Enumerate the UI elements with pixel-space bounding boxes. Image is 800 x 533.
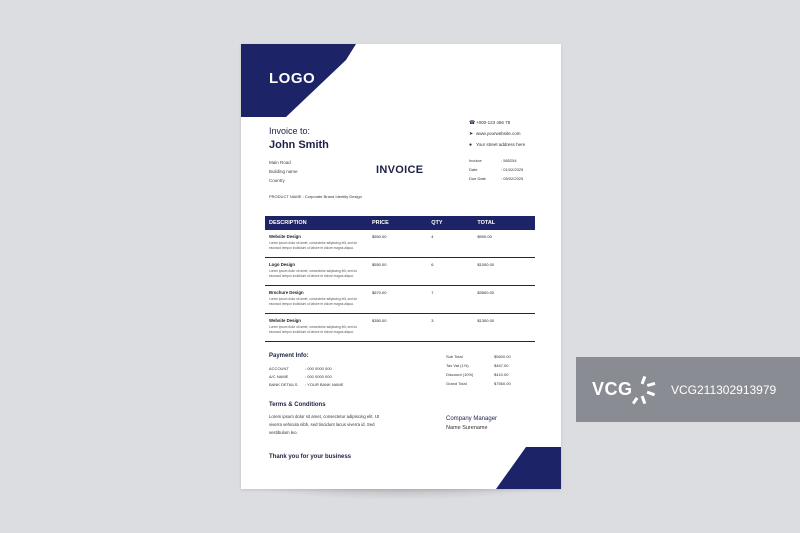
- totals-summary: [446, 354, 511, 390]
- item-total: $1000.00: [473, 258, 535, 286]
- item-qty: 4: [427, 230, 473, 258]
- payment-info-title: Payment Info:: [269, 353, 309, 359]
- invoice-to-label: Invoice to:: [269, 126, 311, 136]
- item-description: Lorem ipsum dolor sit amet, consectetur adipiscing elit, sed do eiusmod tempor incididunt ut labore et dolore magna aliqua.: [269, 241, 358, 250]
- payment-value: : YOUR BANK NAME: [305, 382, 344, 387]
- column-header-qty: QTY: [427, 216, 473, 230]
- total-value: $410.00: [494, 372, 509, 377]
- column-header-description: DESCRIPTION: [265, 216, 368, 230]
- payment-key: A/C NAME: [269, 374, 289, 379]
- signature-title: Company Manager: [446, 416, 498, 422]
- phone-icon: ☎: [469, 119, 476, 126]
- item-price: $550.00: [368, 230, 427, 258]
- client-name: John Smith: [269, 139, 329, 151]
- item-total: $900.00: [473, 230, 535, 258]
- invoice-meta: [469, 158, 523, 185]
- watermark-logo: VCG: [592, 379, 633, 399]
- total-value: $467.00: [494, 363, 509, 368]
- product-name: PRODUCT NAME : Corporate Brand Identity Design: [269, 194, 362, 199]
- payment-value: : 000 0000 000: [305, 366, 332, 371]
- item-price: $670.00: [368, 286, 427, 314]
- item-qty: 6: [427, 258, 473, 286]
- total-value: $7560.00: [494, 381, 511, 386]
- meta-value: : 01/02/2025: [501, 167, 524, 172]
- table-row: [265, 314, 535, 342]
- terms-text: Lorem ipsum dolor sit amet, consectetur adipiscing elit. Ut viverra vehicula nibh, sed tincidunt lacus viverra id. Sed vestibulum leo.: [269, 414, 380, 435]
- column-header-total: TOTAL: [473, 216, 535, 230]
- item-name: Website Design: [269, 234, 301, 239]
- location-pin-icon: ●: [469, 141, 473, 148]
- watermark-code: VCG21130291397​9: [671, 383, 777, 397]
- address-line: Main Road: [269, 160, 291, 165]
- meta-value: : 565254: [501, 158, 517, 163]
- signature-name: Name Surename: [446, 425, 488, 431]
- watermark-sunburst-icon: [628, 373, 656, 407]
- item-total: $1300.00: [473, 314, 535, 342]
- phone-text: +000-123 456 78: [476, 120, 511, 125]
- total-value: $5600.00: [494, 354, 511, 359]
- invoice-page: [241, 44, 561, 489]
- item-description: Lorem ipsum dolor sit amet, consectetur adipiscing elit, sed do eiusmod tempor incididunt ut labore et dolore magna aliqua.: [269, 269, 358, 278]
- table-row: [265, 258, 535, 286]
- contact-info: [469, 117, 525, 150]
- item-description: Lorem ipsum dolor sit amet, consectetur adipiscing elit, sed do eiusmod tempor incididunt ut labore et dolore magna aliqua.: [269, 325, 358, 334]
- thanks-message: Thank you for your business: [269, 454, 352, 460]
- table-row: [265, 286, 535, 314]
- payment-key: BANK DETAILS: [269, 382, 298, 387]
- item-total: $3500.00: [473, 286, 535, 314]
- address-line: Building name: [269, 169, 298, 174]
- items-table: [265, 216, 535, 342]
- client-address: [269, 158, 298, 185]
- meta-value: : 05/02/2025: [501, 176, 524, 181]
- corner-decoration-bottom: [496, 447, 561, 489]
- table-row: [265, 230, 535, 258]
- column-header-price: PRICE: [368, 216, 427, 230]
- address-line: Country: [269, 178, 285, 183]
- watermark-banner: [576, 357, 800, 422]
- total-key: Sub Total: [446, 354, 463, 359]
- meta-key: Invoice: [469, 158, 482, 163]
- total-key: Grand Total: [446, 381, 467, 386]
- item-qty: 7: [427, 286, 473, 314]
- payment-key: ACCOUNT: [269, 366, 289, 371]
- company-logo: LOGO: [269, 70, 316, 87]
- payment-info: [269, 366, 343, 390]
- item-name: Brochure Design: [269, 290, 304, 295]
- item-description: Lorem ipsum dolor sit amet, consectetur adipiscing elit, sed do eiusmod tempor incididunt ut labore et dolore magna aliqua.: [269, 297, 358, 306]
- item-name: Logo Design: [269, 262, 296, 267]
- item-qty: 3: [427, 314, 473, 342]
- item-name: Website Design: [269, 318, 301, 323]
- website-text: www.yourwebsite.com: [476, 131, 521, 136]
- total-key: Discount (10%): [446, 372, 474, 377]
- total-key: Tax Vat (1%): [446, 363, 469, 368]
- address-text: Your street address here: [476, 142, 526, 147]
- payment-value: : 000 0000 000: [305, 374, 332, 379]
- send-icon: ➤: [469, 130, 474, 137]
- terms-title: Terms & Conditions: [269, 402, 326, 408]
- item-price: $350.00: [368, 314, 427, 342]
- item-price: $550.00: [368, 258, 427, 286]
- invoice-title: INVOICE: [376, 164, 424, 176]
- meta-key: Date: [469, 167, 478, 172]
- meta-key: Due Date: [469, 176, 486, 181]
